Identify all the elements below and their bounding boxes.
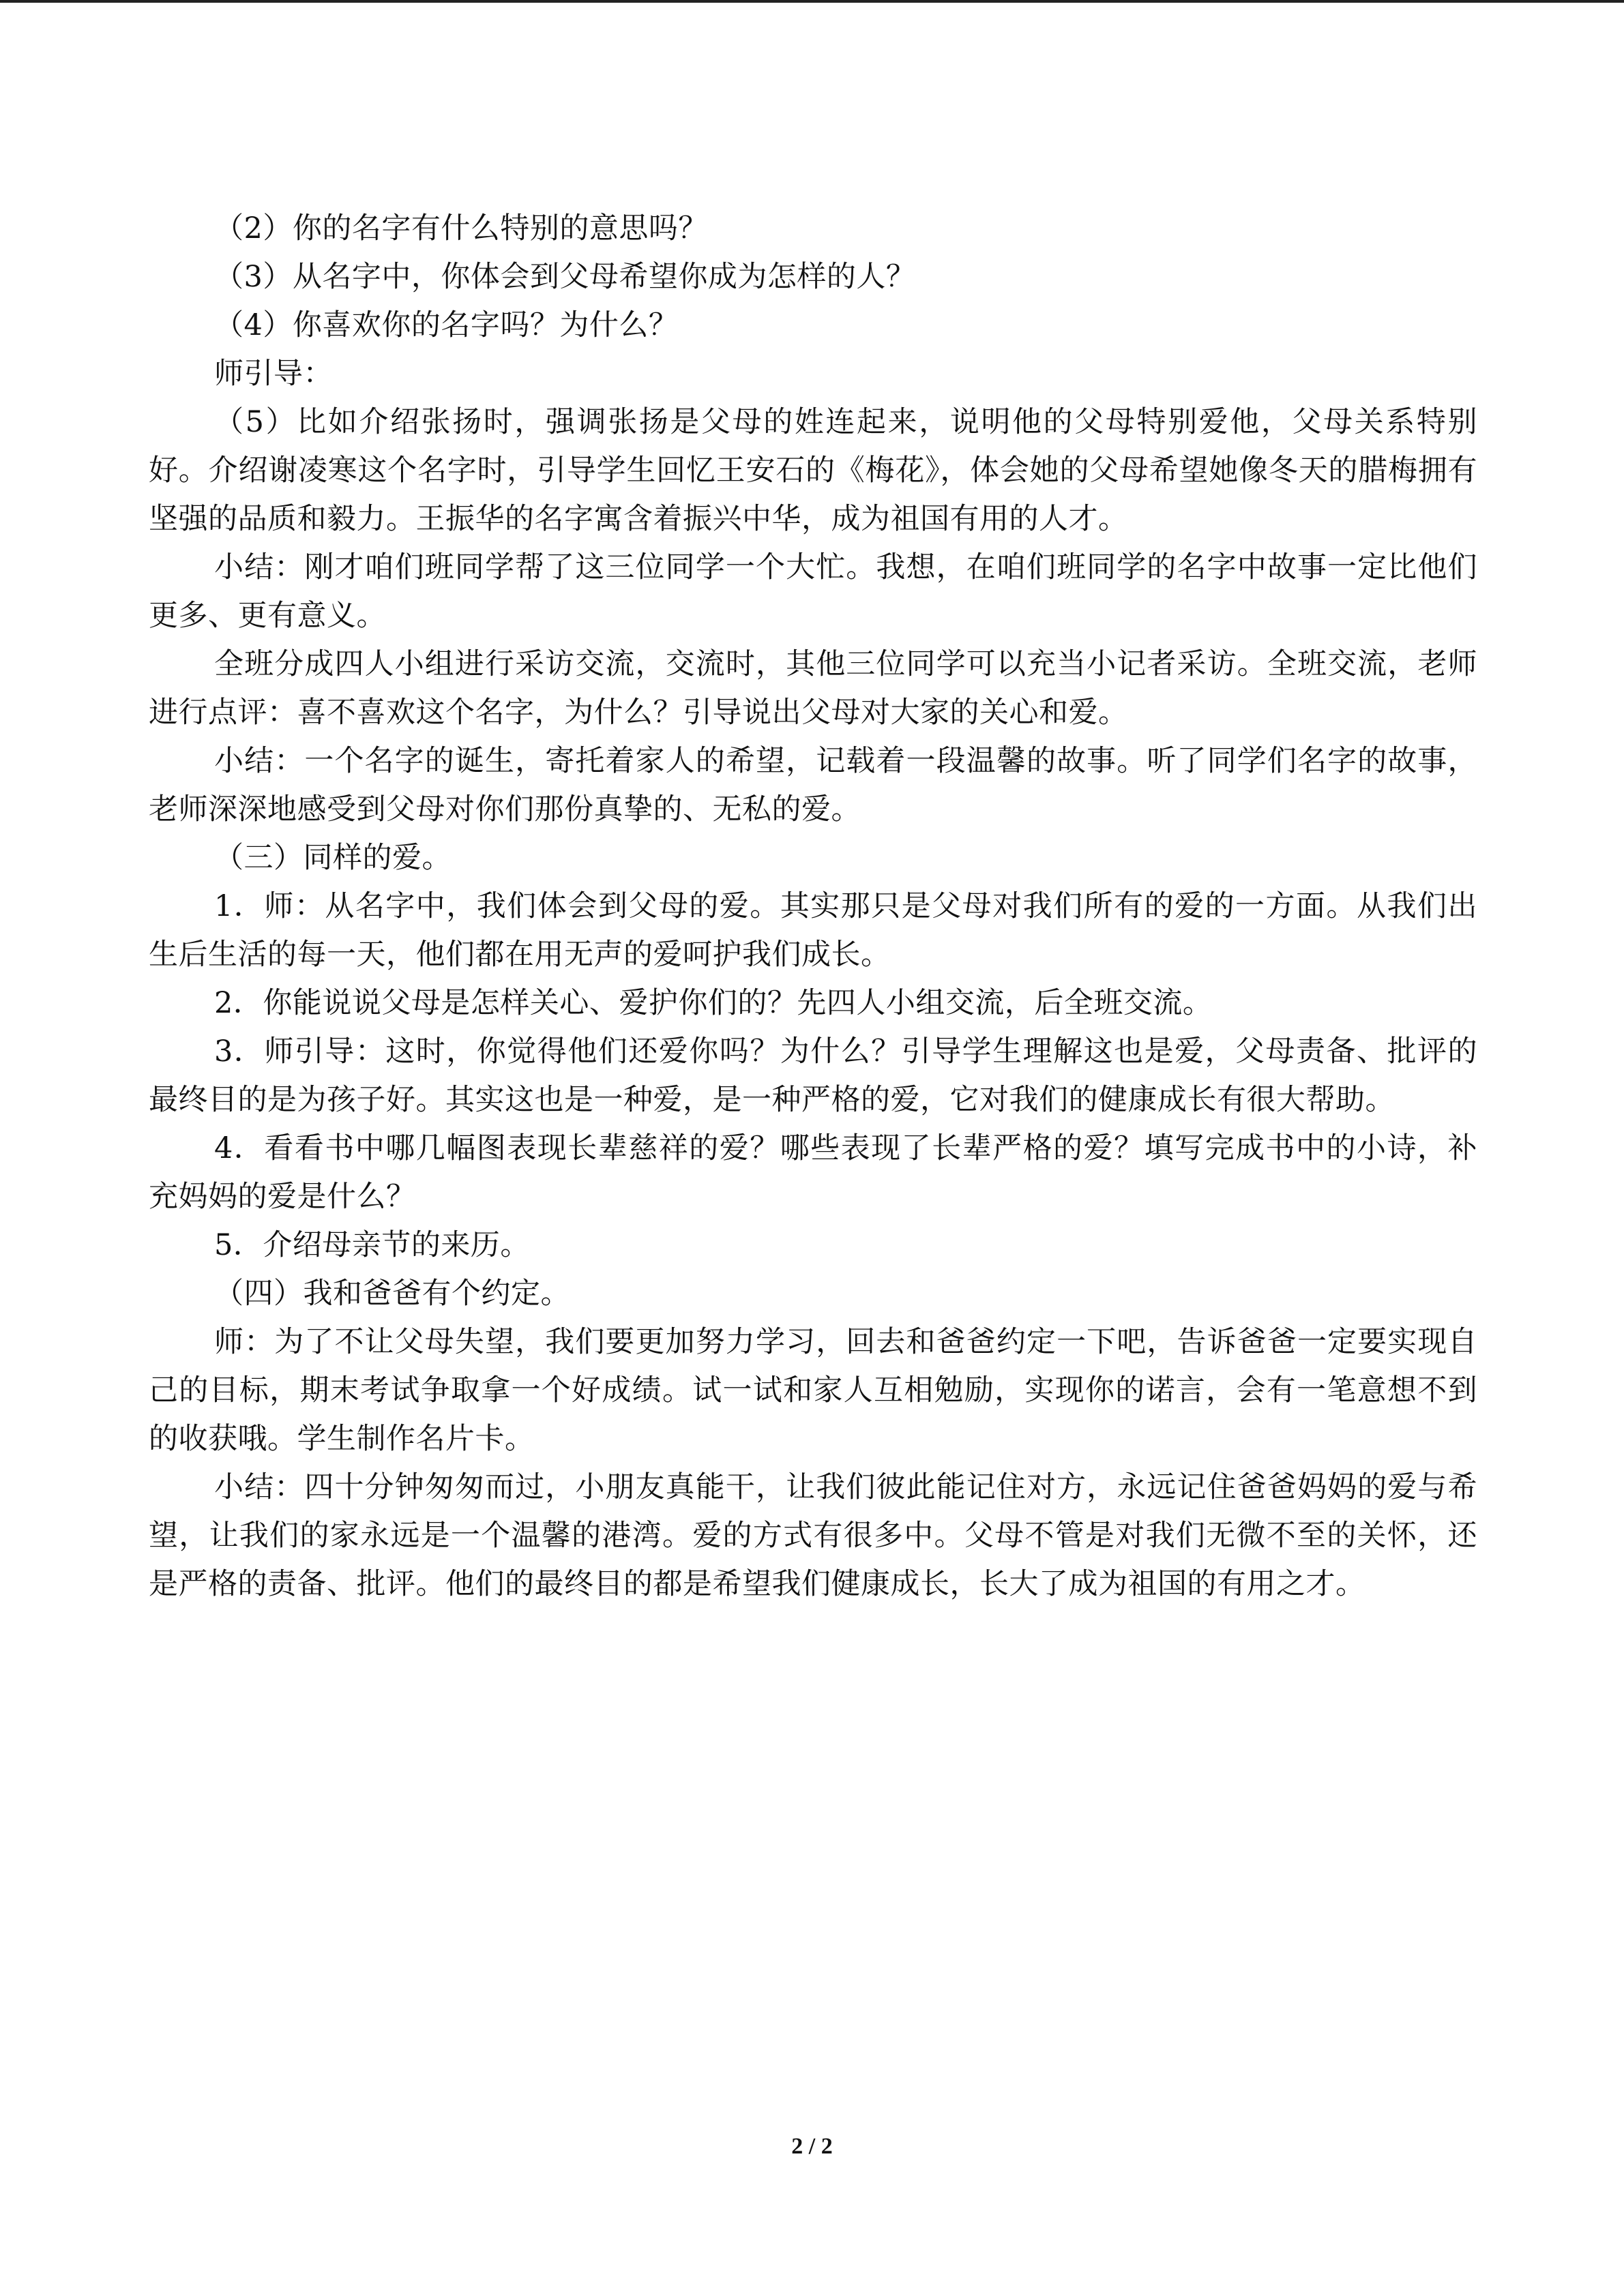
section-heading-3: （三）同样的爱。 bbox=[214, 841, 452, 875]
section-heading-4: （四）我和爸爸有个约定。 bbox=[214, 1277, 570, 1311]
paragraph-summary-2: 小结：一个名字的诞生，寄托着家人的希望，记载着一段温馨的故事。听了同学们名字的故事，老师深深地感受到父母对你们那份真挚的、无私的爱。 bbox=[149, 744, 1477, 826]
page-number: 2 / 2 bbox=[791, 2134, 833, 2159]
paragraph-step-2: 2．你能说说父母是怎样关心、爱护你们的？先四人小组交流，后全班交流。 bbox=[214, 986, 1213, 1020]
paragraph-step-5: 5．介绍母亲节的来历。 bbox=[214, 1228, 530, 1262]
paragraph-group-interview: 全班分成四人小组进行采访交流，交流时，其他三位同学可以充当小记者采访。全班交流，老师进行点评：喜不喜欢这个名字，为什么？引导说出父母对大家的关心和爱。 bbox=[149, 647, 1477, 730]
paragraph-step-3: 3．师引导：这时，你觉得他们还爱你吗？为什么？引导学生理解这也是爱，父母责备、批评的最终目的是为孩子好。其实这也是一种爱，是一种严格的爱，它对我们的健康成长有很大帮助。 bbox=[149, 1034, 1477, 1117]
paragraph-summary-1: 小结：刚才咱们班同学帮了这三位同学一个大忙。我想，在咱们班同学的名字中故事一定比他们更多、更有意义。 bbox=[149, 550, 1477, 633]
paragraph-question-4: （4）你喜欢你的名字吗？为什么？ bbox=[214, 308, 679, 342]
top-border-line bbox=[0, 0, 1624, 3]
paragraph-question-3: （3）从名字中，你体会到父母希望你成为怎样的人？ bbox=[214, 260, 916, 294]
paragraph-summary-final: 小结：四十分钟匆匆而过，小朋友真能干，让我们彼此能记住对方，永远记住爸爸妈妈的爱与希望，让我们的家永远是一个温馨的港湾。爱的方式有很多中。父母不管是对我们无微不至的关怀，还是严格的责备、批评。他们的最终目的都是希望我们健康成长，长大了成为祖国的有用之才。 bbox=[149, 1470, 1477, 1601]
paragraph-step-4: 4．看看书中哪几幅图表现长辈慈祥的爱？哪些表现了长辈严格的爱？填写完成书中的小诗，补充妈妈的爱是什么？ bbox=[149, 1131, 1477, 1214]
paragraph-teacher-guide: 师引导： bbox=[214, 357, 333, 391]
paragraph-teacher-promise: 师：为了不让父母失望，我们要更加努力学习，回去和爸爸约定一下吧，告诉爸爸一定要实现自己的目标，期末考试争取拿一个好成绩。试一试和家人互相勉励，实现你的诺言，会有一笔意想不到的收获哦。学生制作名片卡。 bbox=[149, 1325, 1477, 1456]
paragraph-question-2: （2）你的名字有什么特别的意思吗？ bbox=[214, 211, 708, 245]
paragraph-step-1: 1．师：从名字中，我们体会到父母的爱。其实那只是父母对我们所有的爱的一方面。从我们出生后生活的每一天，他们都在用无声的爱呵护我们成长。 bbox=[149, 889, 1477, 972]
document-body bbox=[149, 205, 1477, 1609]
paragraph-item-5: （5）比如介绍张扬时，强调张扬是父母的姓连起来，说明他的父母特别爱他，父母关系特别好。介绍谢凌寒这个名字时，引导学生回忆王安石的《梅花》，体会她的父母希望她像冬天的腊梅拥有坚强的品质和毅力。王振华的名字寓含着振兴中华，成为祖国有用的人才。 bbox=[149, 405, 1477, 536]
